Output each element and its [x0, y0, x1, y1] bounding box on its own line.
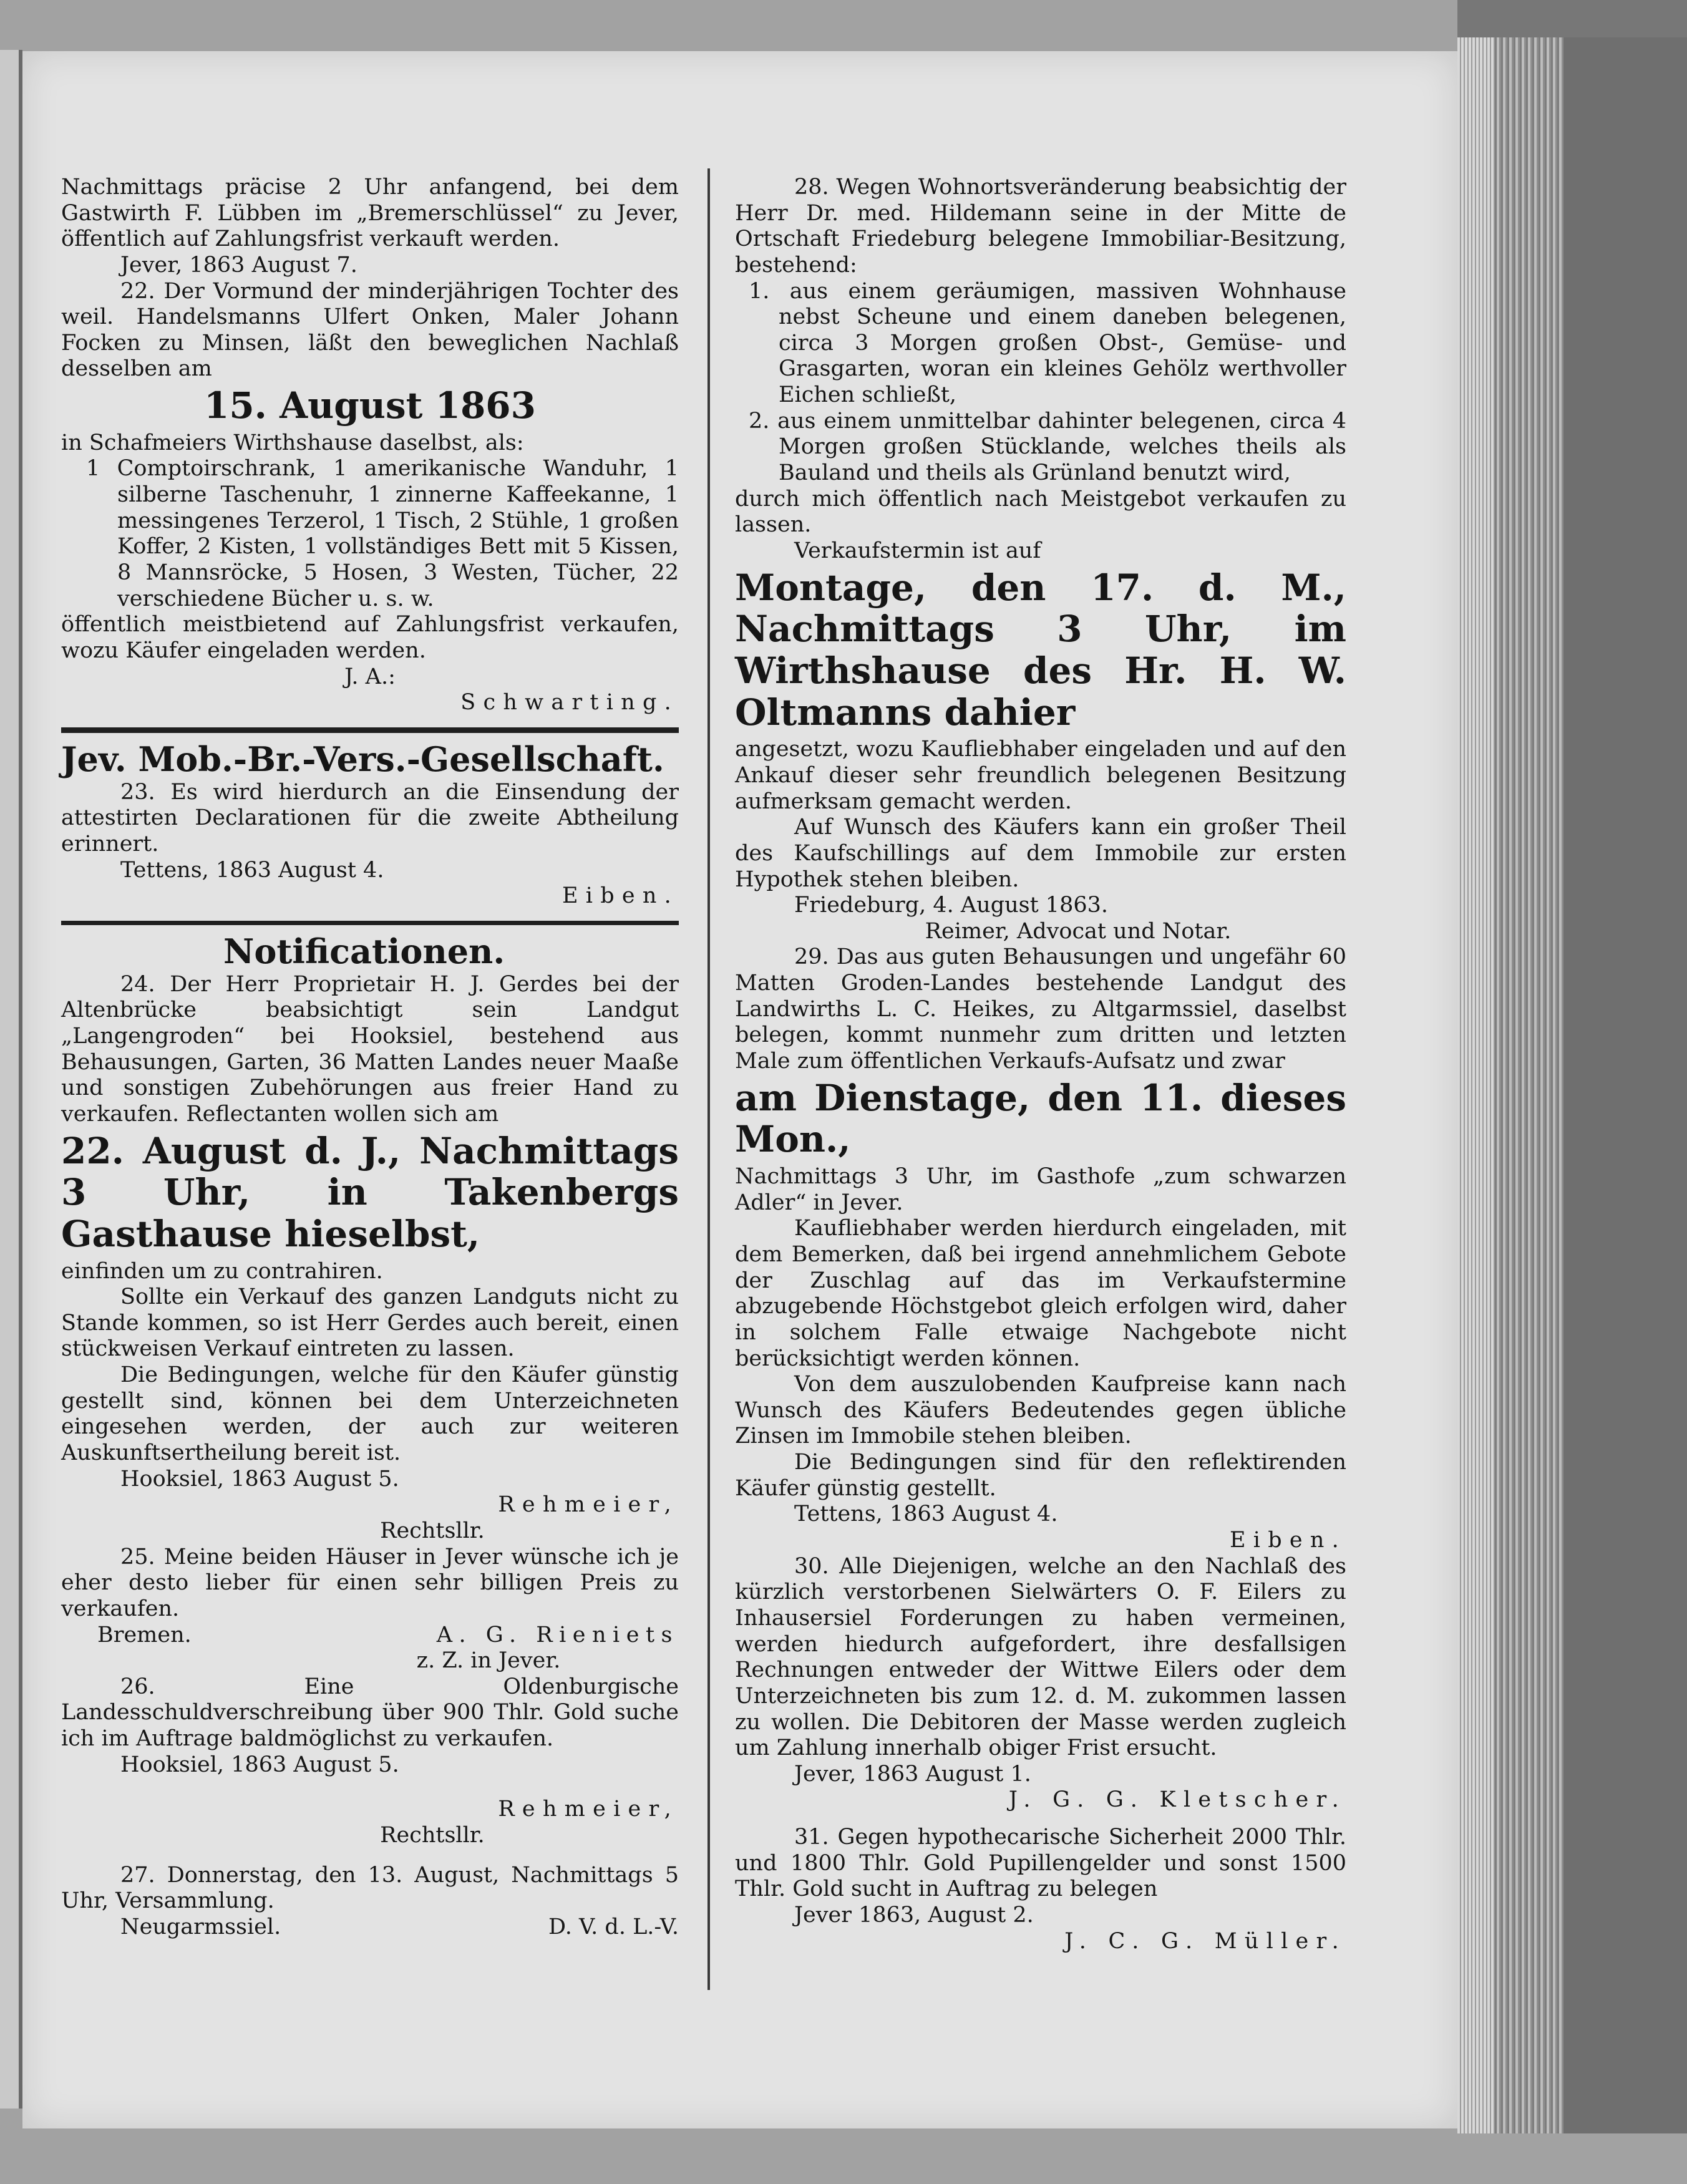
notice-22-body: in Schafmeiers Wirthshause daselbst, als:	[61, 430, 524, 455]
book-spine-edge	[1495, 37, 1563, 2133]
notice-22-items: 1 Comptoirschrank, 1 amerikanische Wanduhr, 1 silberne Taschenuhr, 1 zinnerne Kaffeekanne, 1 messingenes Terzerol, 1 Tisch, 2 Stühle, 1 großen Koffer, 2 Kisten, 1 vollständiges Bett mit 5 Kissen, 8 Mannsröcke, 5 Hosen, 3 Westen, Tücher, 22 verschiedene Bücher u. s. w.	[86, 456, 679, 611]
notice-29-p3: Kaufliebhaber werden hierdurch eingeladen, mit dem Bemerken, daß bei irgend annehmlichem Gebote der Zuschlag auf das im Verkaufstermine abzugebende Höchstgebot gleich erfolgen wird, daher in solchem Falle etwaige Nachgebote nicht berücksichtigt werden können.	[735, 1216, 1346, 1371]
notice-25-signature: A. G. Rieniets	[436, 1622, 679, 1648]
notice-23-signature: Eiben.	[562, 883, 679, 909]
notice-28-date: Montage, den 17. d. M., Nachmittags 3 Uhr, im Wirthshause des Hr. H. W. Oltmanns dahier	[735, 566, 1346, 734]
notice-29-place-date: Tettens, 1863 August 4.	[794, 1502, 1058, 1527]
notice-24-p4: Die Bedingungen, welche für den Käufer günstig gestellt sind, können bei dem Unterzeichneten eingesehen werden, der auch zur weiteren Auskunftsertheilung bereit ist.	[61, 1362, 679, 1466]
notice-26-place-date: Hooksiel, 1863 August 5.	[120, 1752, 399, 1777]
notice-22-text: 22. Der Vormund der minderjährigen Tochter des weil. Handelsmanns Ulfert Onken, Maler Johann Focken zu Minsen, läßt den beweglichen Nachlaß desselben am	[61, 278, 679, 382]
section-rule	[61, 727, 679, 733]
notice-30-signature: J. G. G. Kletscher.	[1008, 1787, 1346, 1813]
notice-24-text: 24. Der Herr Proprietair H. J. Gerdes bei der Altenbrücke beabsichtigt sein Landgut „Langengroden“ bei Hooksiel, bestehend aus Behausungen, Garten, 36 Matten Landes neuer Maaße und sonstigen Zubehörungen aus freier Hand zu verkaufen. Reflectanten wollen sich am	[61, 971, 679, 1127]
notice-29-signature: Eiben.	[1229, 1528, 1346, 1553]
column-divider	[707, 168, 710, 1990]
notice-26-signature: Rehmeier,	[498, 1797, 679, 1822]
left-column	[61, 175, 679, 2071]
notice-23-place-date: Tettens, 1863 August 4.	[120, 857, 384, 883]
notice-24-signature: Rehmeier,	[498, 1492, 679, 1518]
notice-21-continuation: Nachmittags präcise 2 Uhr anfangend, bei dem Gastwirth F. Lübben im „Bremerschlüssel“ zu Jever, öffentlich auf Zahlungsfrist verkauft werden.	[61, 175, 679, 252]
notice-27-text: 27. Donnerstag, den 13. August, Nachmittags 5 Uhr, Versammlung.	[61, 1862, 679, 1914]
book-cover-edge	[1563, 37, 1687, 2133]
notice-28-signature: Reimer, Advocat und Notar.	[925, 918, 1232, 944]
right-column	[735, 175, 1346, 2071]
notice-28-text: 28. Wegen Wohnortsveränderung beabsichtig der Herr Dr. med. Hildemann seine in der Mitte de Ortschaft Friedeburg belegene Immobiliar-Besitzung, bestehend:	[735, 175, 1346, 278]
notice-28-item-2: 2. aus einem unmittelbar dahinter belegenen, circa 4 Morgen großen Stücklande, welches theils als Bauland und theils als Grünland benutzt wird,	[749, 408, 1346, 486]
notice-21-place-date: Jever, 1863 August 7.	[120, 252, 357, 278]
notice-28-p2: durch mich öffentlich nach Meistgebot verkaufen zu lassen.	[735, 486, 1346, 538]
notice-28-p3: Verkaufstermin ist auf	[794, 538, 1041, 563]
notice-28-place-date: Friedeburg, 4. August 1863.	[794, 893, 1109, 918]
notice-25-signature-note: z. Z. in Jever.	[416, 1648, 561, 1674]
notice-25-text: 25. Meine beiden Häuser in Jever wünsche ich je eher desto lieber für einen sehr billigen Preis zu verkaufen.	[61, 1544, 679, 1621]
notice-27-signature-line	[61, 1915, 679, 1941]
notice-28-item-1: 1. aus einem geräumigen, massiven Wohnhause nebst Scheune und einem daneben belegenen, circa 3 Morgen großen Obst-, Gemüse- und Grasgarten, woran ein kleines Gehölz werthvoller Eichen schließt,	[749, 278, 1346, 408]
notice-29-p4: Von dem auszulobenden Kaufpreise kann nach Wunsch des Käufers Bedeutendes gegen übliche Zinsen im Immobile stehen bleiben.	[735, 1372, 1346, 1449]
notice-22-end: öffentlich meistbietend auf Zahlungsfrist verkaufen, wozu Käufer eingeladen werden.	[61, 612, 679, 663]
notice-24-date: 22. August d. J., Nachmittags 3 Uhr, in Takenbergs Gasthause hieselbst,	[61, 1129, 679, 1255]
notice-29-date: am Dienstage, den 11. dieses Mon.,	[735, 1076, 1346, 1161]
notice-27-signature: D. V. d. L.-V.	[548, 1914, 679, 1939]
notice-24-signature-title: Rechtsllr.	[380, 1518, 485, 1543]
section-rule	[61, 921, 679, 925]
notice-30-text: 30. Alle Diejenigen, welche an den Nachlaß des kürzlich verstorbenen Sielwärters O. F. Eilers zu Inhausersiel Forderungen zu haben vermeinen, werden hiedurch aufgefordert, ihre desfallsigen Rechnungen entweder der Wittwe Eilers oder dem Unterzeichneten bis zum 12. d. M. zukommen lassen zu wollen. Die Debitoren der Masse werden zugleich um Zahlung innerhalb obiger Frist ersucht.	[735, 1553, 1346, 1761]
notice-22-signature-role: J. A.:	[344, 664, 396, 689]
notice-27-place: Neugarmssiel.	[120, 1914, 281, 1939]
book-cover-top	[1457, 0, 1687, 37]
notice-22-date: 15. August 1863	[203, 384, 537, 427]
notice-28-p5: Auf Wunsch des Käufers kann ein großer Theil des Kaufschillings auf dem Immobile zur ersten Hypothek stehen bleiben.	[735, 815, 1346, 892]
notice-31-place-date: Jever 1863, August 2.	[794, 1903, 1034, 1928]
notice-24-p2: einfinden um zu contrahiren.	[61, 1258, 383, 1284]
notice-22-signature: Schwarting.	[460, 690, 679, 716]
section-heading-insurance: Jev. Mob.-Br.-Vers.-Gesellschaft.	[61, 739, 664, 779]
page-stack-edge	[1457, 37, 1495, 2133]
notice-31-signature: J. C. G. Müller.	[1064, 1928, 1346, 1954]
notice-23-text: 23. Es wird hierdurch an die Einsendung der attestirten Declarationen für die zweite Abtheilung erinnert.	[61, 779, 679, 857]
notice-24-place-date: Hooksiel, 1863 August 5.	[120, 1466, 399, 1492]
notice-29-p5: Die Bedingungen sind für den reflektirenden Käufer günstig gestellt.	[735, 1450, 1346, 1501]
notice-25-place: Bremen.	[97, 1622, 192, 1648]
section-heading-notifications: Notificationen.	[223, 931, 505, 971]
notice-24-p3: Sollte ein Verkauf des ganzen Landguts nicht zu Stande kommen, so ist Herr Gerdes auch bereit, einen stückweisen Verkauf eintreten zu lassen.	[61, 1284, 679, 1362]
left-page-edge	[0, 50, 22, 2109]
notice-30-place-date: Jever, 1863 August 1.	[794, 1761, 1031, 1787]
notice-25-signature-line	[61, 1623, 679, 1649]
notice-31-text: 31. Gegen hypothecarische Sicherheit 2000 Thlr. und 1800 Thlr. Gold Pupillengelder und sonst 1500 Thlr. Gold sucht in Auftrag zu belegen	[735, 1825, 1346, 1902]
notice-29-p2: Nachmittags 3 Uhr, im Gasthofe „zum schwarzen Adler“ in Jever.	[735, 1164, 1346, 1215]
notice-28-p4: angesetzt, wozu Kaufliebhaber eingeladen und auf den Ankauf dieser sehr freundlich belegenen Besitzung aufmerksam gemacht werden.	[735, 737, 1346, 814]
notice-26-signature-title: Rechtsllr.	[380, 1823, 485, 1848]
notice-29-text: 29. Das aus guten Behausungen und ungefähr 60 Matten Groden-Landes bestehende Landgut des Landwirths L. C. Heikes, zu Altgarmssiel, daselbst belegen, kommt nunmehr zum dritten und letzten Male zum öffentlichen Verkaufs-Aufsatz und zwar	[735, 944, 1346, 1074]
notice-26-text: 26. Eine Oldenburgische Landesschuldverschreibung über 900 Thlr. Gold suche ich im Auftrage baldmöglichst zu verkaufen.	[61, 1674, 679, 1752]
